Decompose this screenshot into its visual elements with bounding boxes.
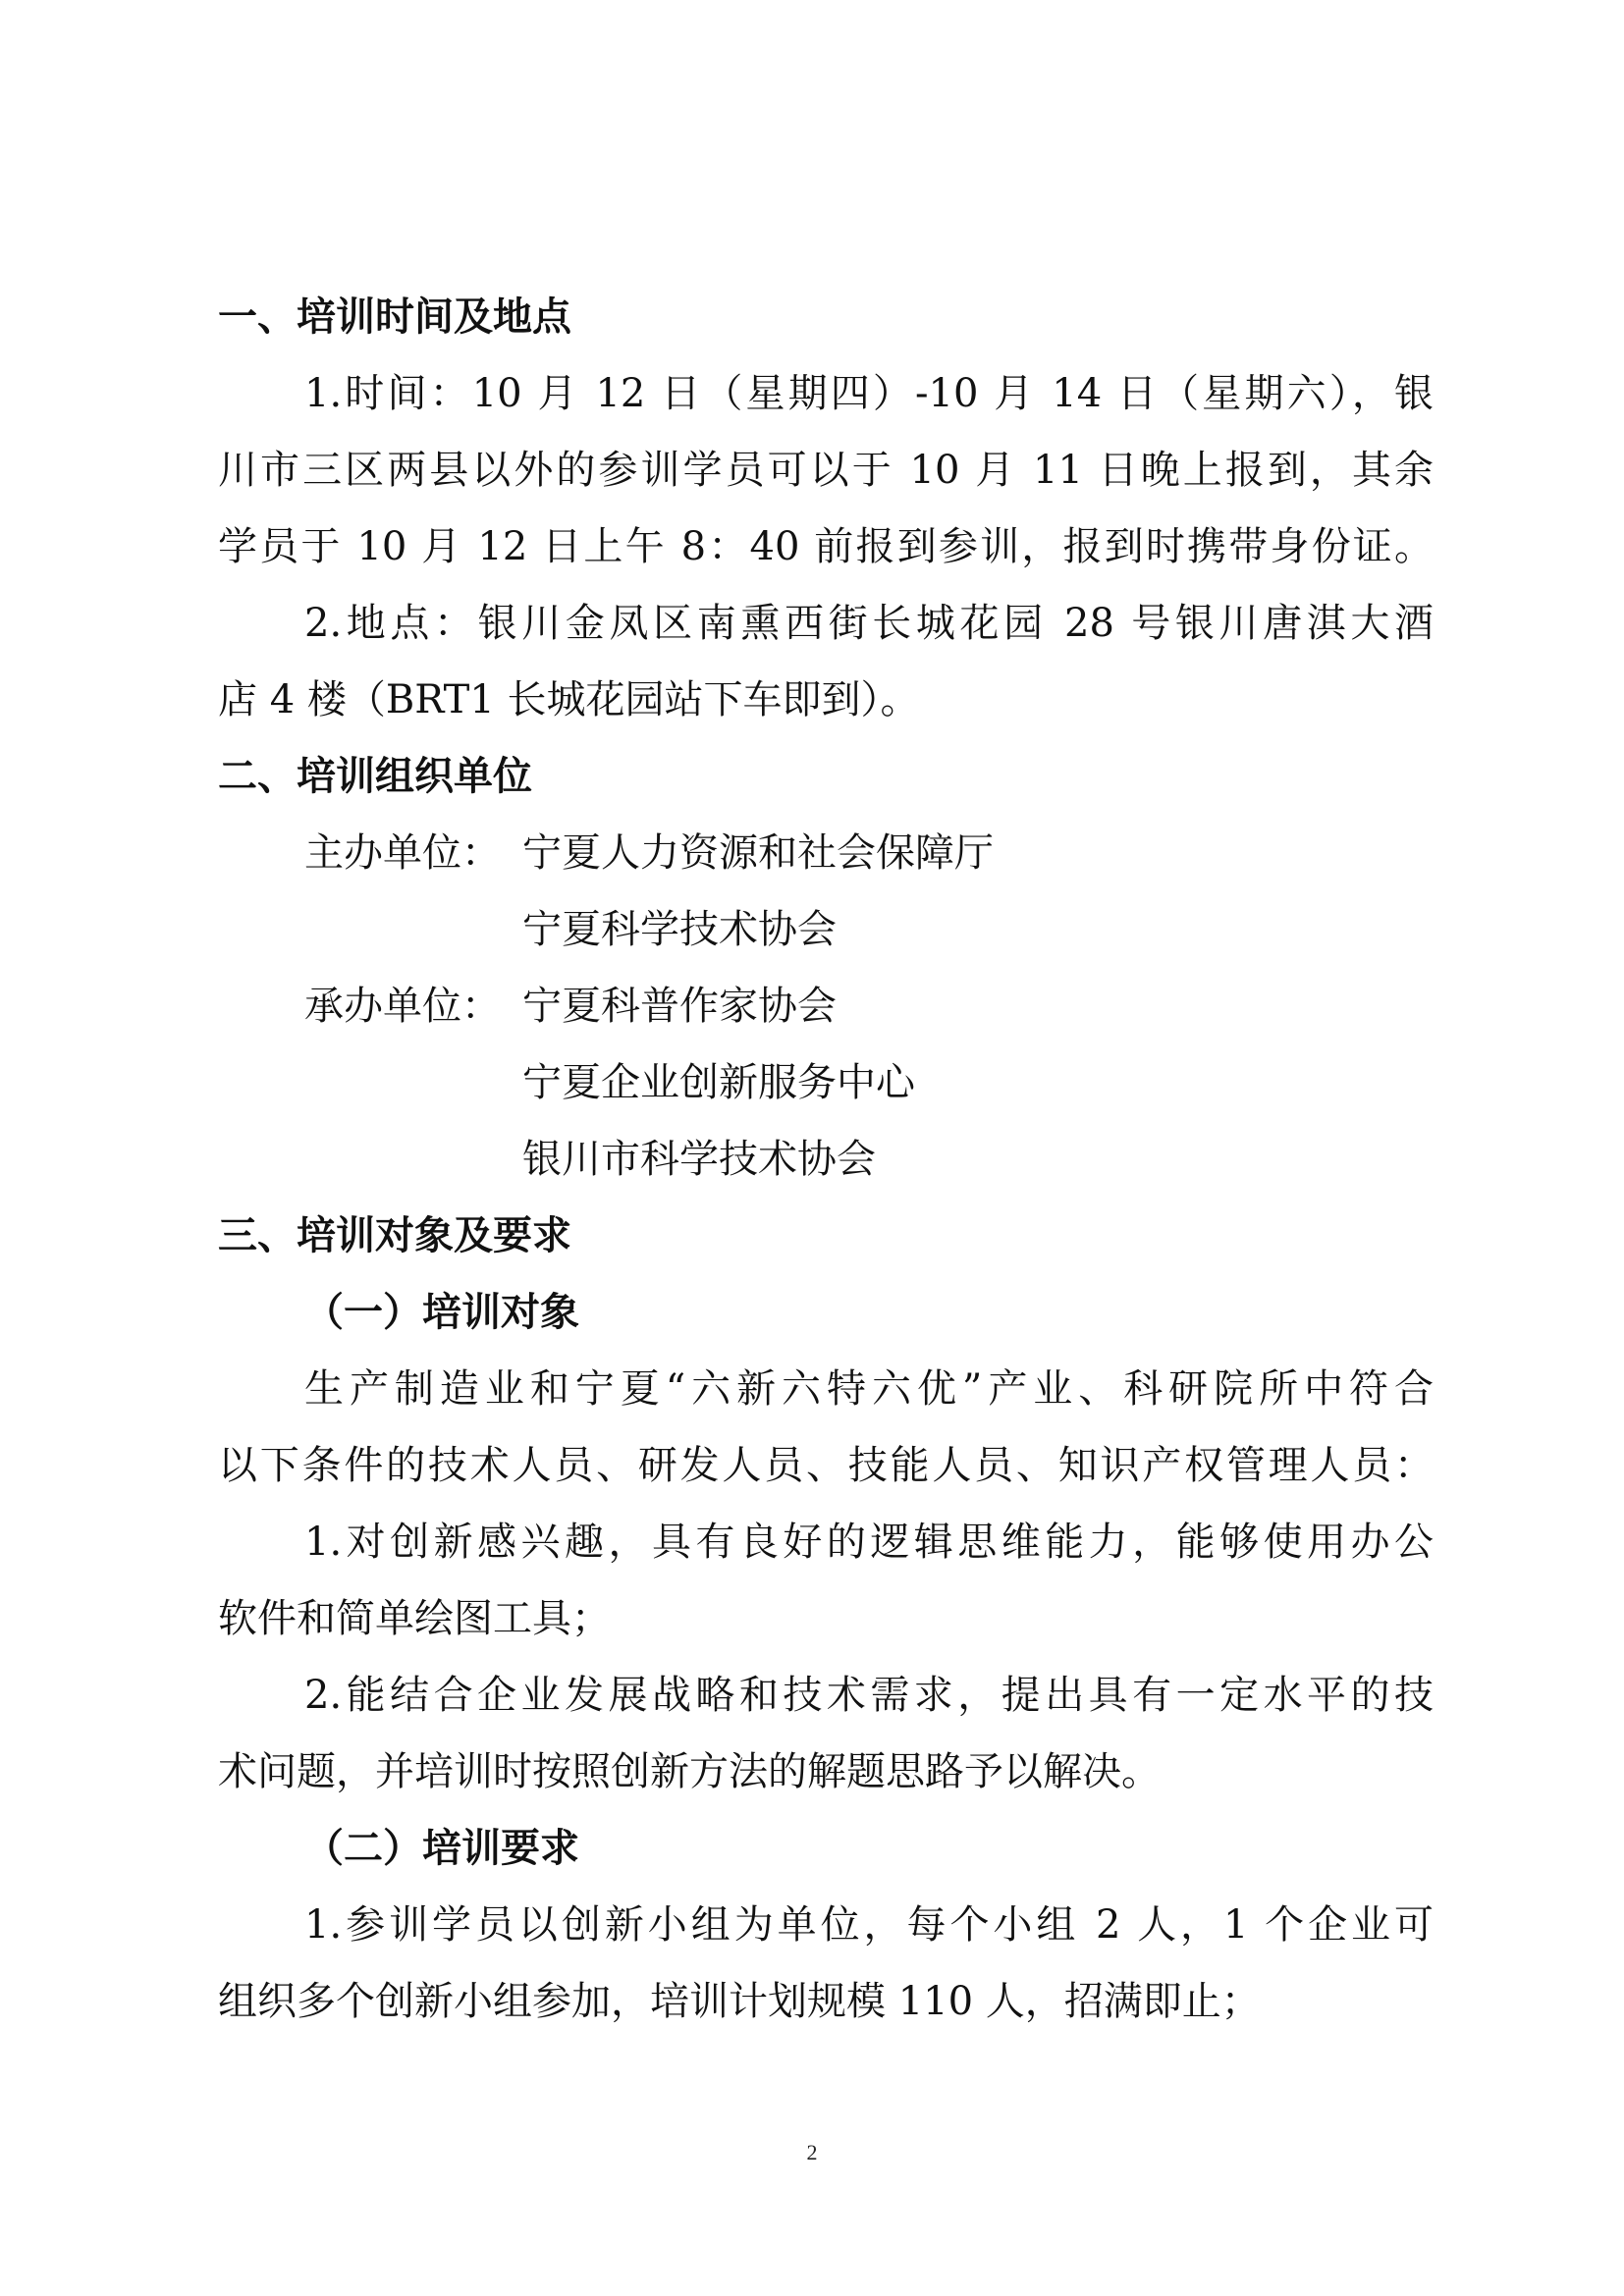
page-number: 2 bbox=[806, 2140, 818, 2164]
sub-heading-requirements: （二）培训要求 bbox=[304, 1826, 579, 1871]
organizer-row bbox=[218, 1121, 1434, 1198]
paragraph-line: 1.对创新感兴趣，具有良好的逻辑思维能力，能够使用办公 bbox=[304, 1520, 1434, 1565]
paragraph-line: 1.参训学员以创新小组为单位，每个小组 2 人，1 个企业可 bbox=[304, 1902, 1434, 1948]
paragraph-line: 2.能结合企业发展战略和技术需求，提出具有一定水平的技 bbox=[304, 1673, 1434, 1718]
sub-heading-target: （一）培训对象 bbox=[304, 1290, 579, 1335]
organizer-row bbox=[218, 968, 1434, 1044]
host-row bbox=[218, 815, 1434, 891]
paragraph-line: 生产制造业和宁夏“六新六特六优”产业、科研院所中符合 bbox=[304, 1366, 1434, 1412]
section-heading-2: 二、培训组织单位 bbox=[218, 754, 532, 799]
organizer-name: 银川市科学技术协会 bbox=[522, 1137, 876, 1182]
paragraph-line: 学员于 10 月 12 日上午 8：40 前报到参训，报到时携带身份证。 bbox=[218, 524, 1434, 569]
paragraph-line: 组织多个创新小组参加，培训计划规模 110 人，招满即止； bbox=[218, 1979, 1261, 2024]
paragraph-line: 店 4 楼（BRT1 长城花园站下车即到）。 bbox=[218, 677, 920, 722]
host-label: 主办单位： bbox=[304, 830, 501, 876]
host-row bbox=[218, 891, 1434, 968]
paragraph-line: 2.地点：银川金凤区南熏西街长城花园 28 号银川唐淇大酒 bbox=[304, 601, 1434, 646]
section-heading-3: 三、培训对象及要求 bbox=[218, 1213, 571, 1258]
host-name: 宁夏科学技术协会 bbox=[522, 907, 837, 952]
document-body bbox=[218, 279, 1434, 2040]
organizer-name: 宁夏企业创新服务中心 bbox=[522, 1060, 915, 1105]
paragraph-line: 川市三区两县以外的参训学员可以于 10 月 11 日晚上报到，其余 bbox=[218, 448, 1434, 493]
paragraph-line: 软件和简单绘图工具； bbox=[218, 1596, 611, 1641]
host-name: 宁夏人力资源和社会保障厅 bbox=[522, 830, 994, 876]
paragraph-line: 术问题，并培训时按照创新方法的解题思路予以解决。 bbox=[218, 1749, 1161, 1794]
paragraph-line: 以下条件的技术人员、研发人员、技能人员、知识产权管理人员： bbox=[218, 1443, 1434, 1488]
paragraph-line: 1.时间：10 月 12 日（星期四）-10 月 14 日（星期六），银 bbox=[304, 371, 1434, 416]
organizer-name: 宁夏科普作家协会 bbox=[522, 984, 837, 1029]
section-heading-1: 一、培训时间及地点 bbox=[218, 294, 571, 340]
organizer-label: 承办单位： bbox=[304, 984, 501, 1029]
organizer-row bbox=[218, 1044, 1434, 1121]
